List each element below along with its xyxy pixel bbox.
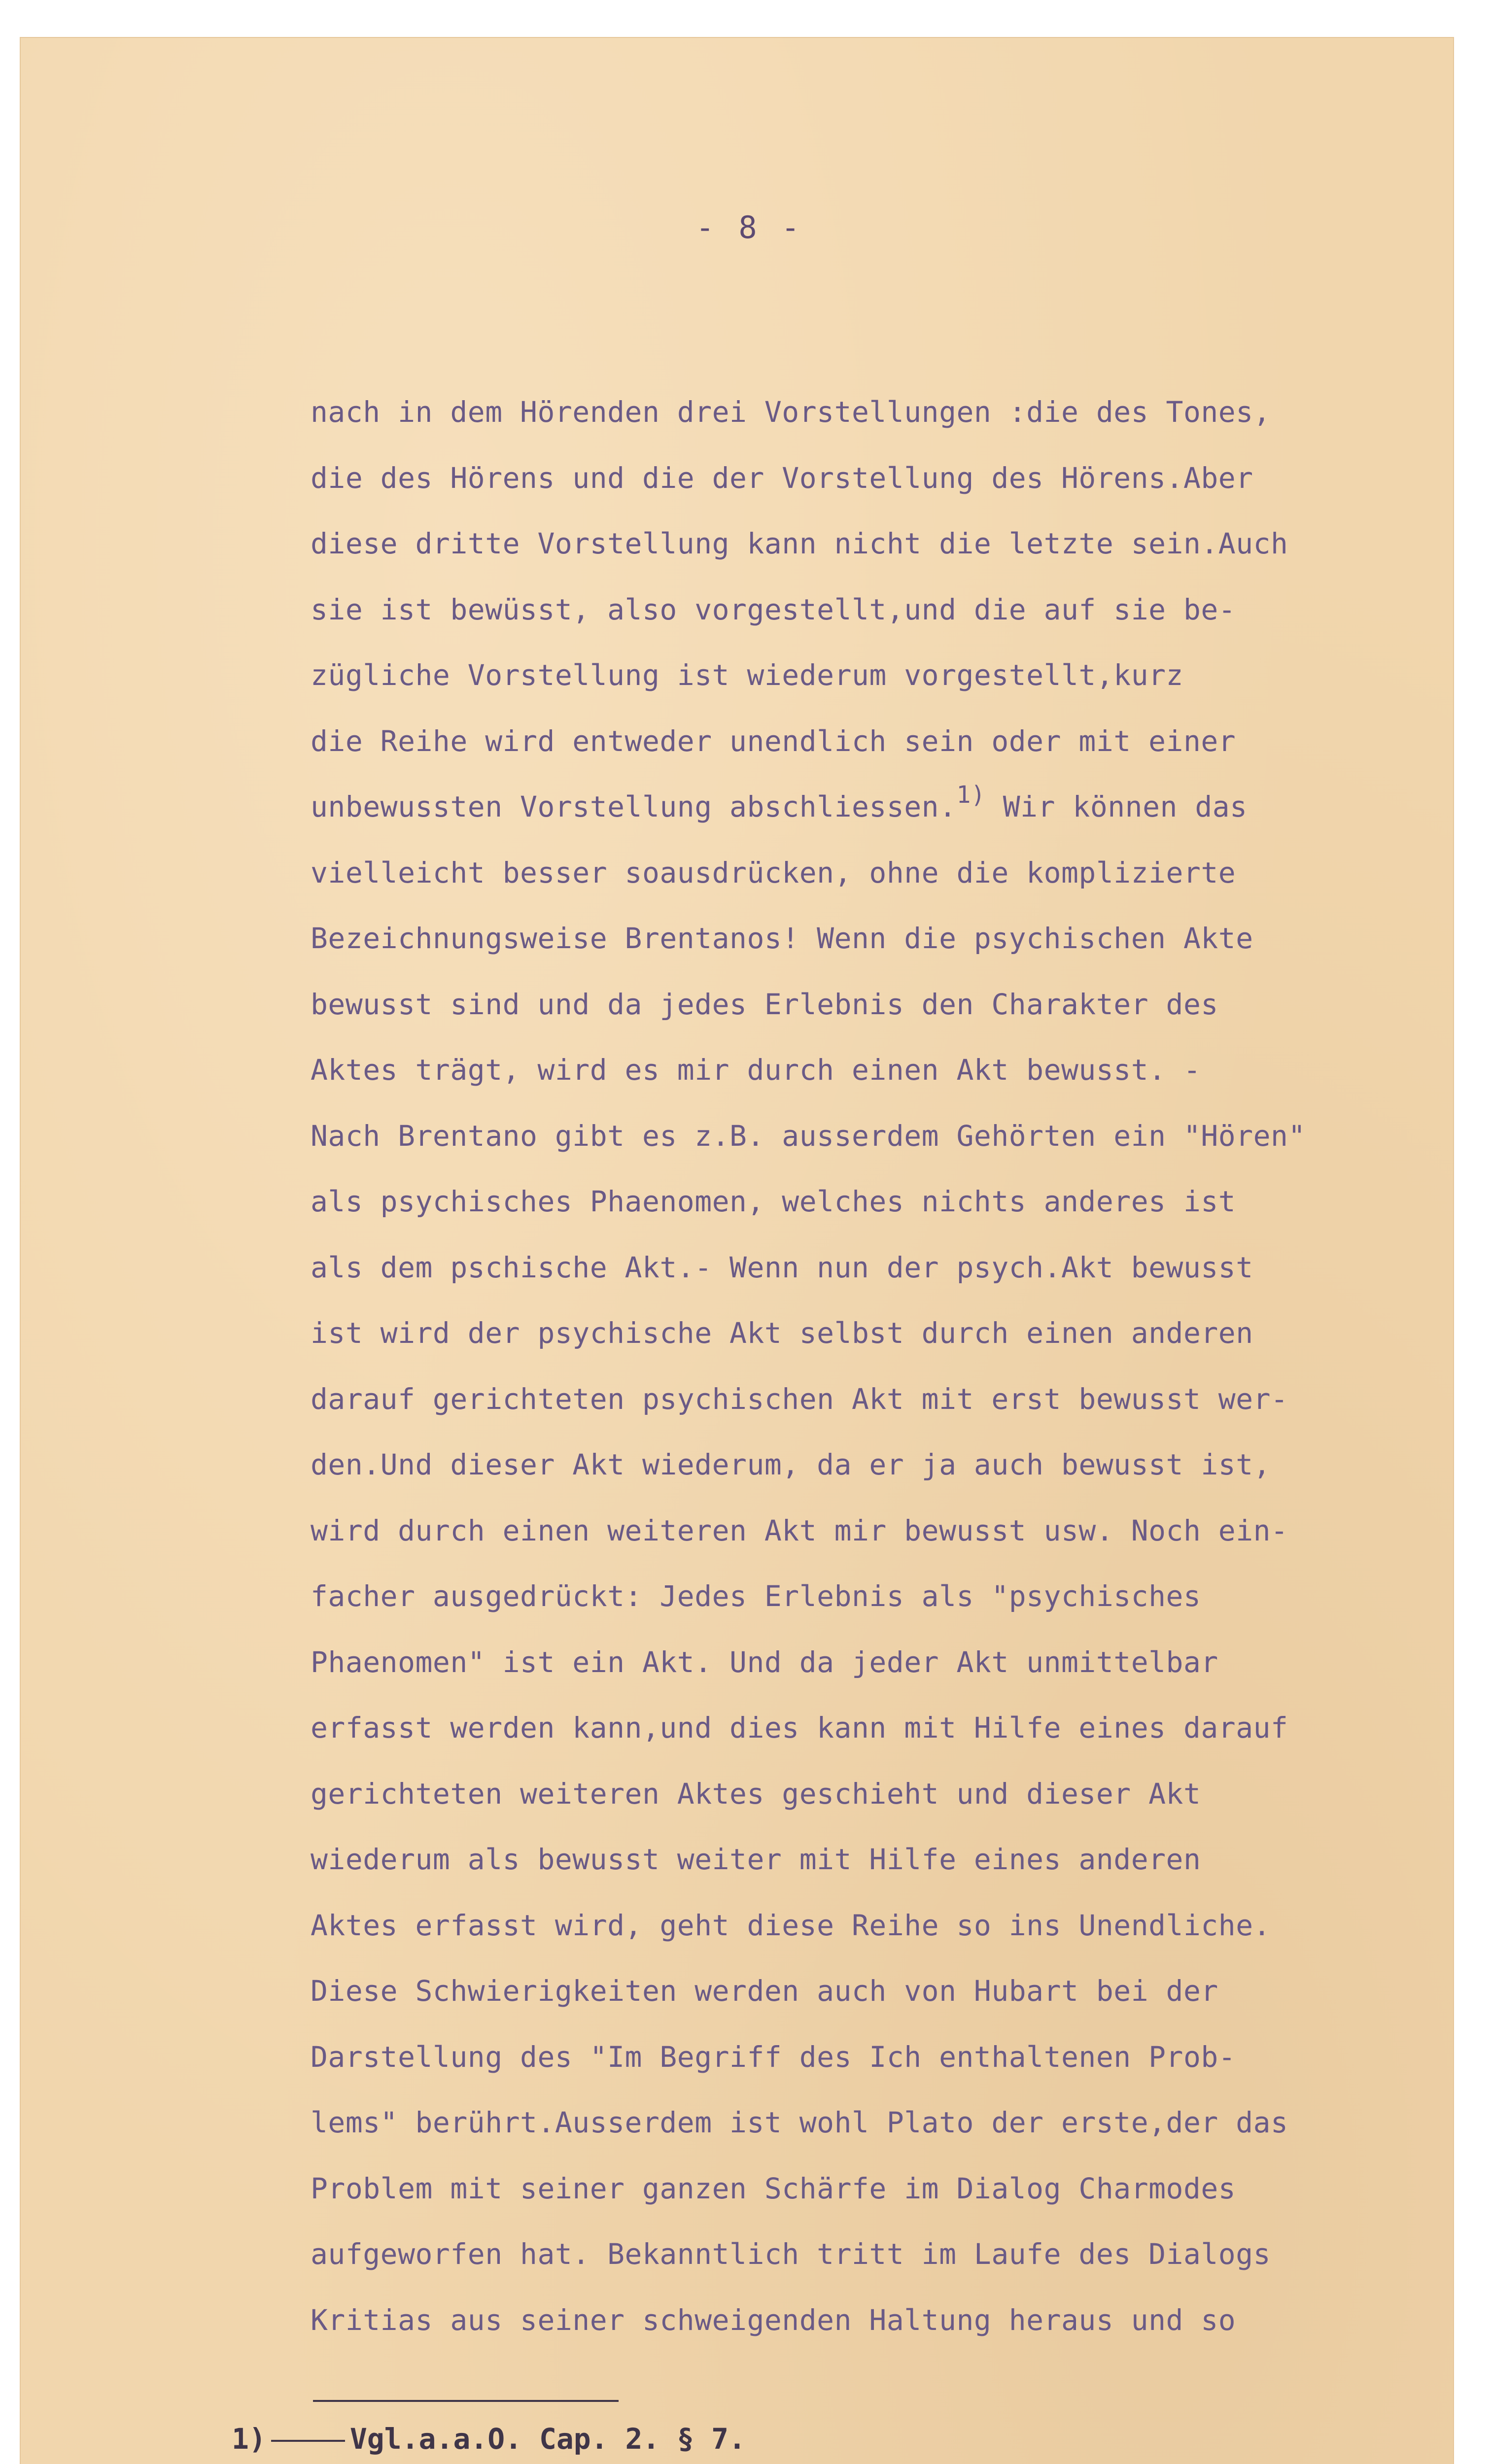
footnote-separator (313, 2400, 619, 2402)
text-line: die Reihe wird entweder unendlich sein oder mit einer (311, 724, 1236, 758)
text-line: darauf gerichteten psychischen Akt mit erst bewusst wer- (311, 1382, 1288, 1416)
text-line: diese dritte Vorstellung kann nicht die letzte sein.Auch (311, 527, 1288, 560)
text-line: bewusst sind und da jedes Erlebnis den Charakter des (311, 987, 1218, 1021)
footnote-label: 1) (232, 2422, 266, 2456)
footnote-text: Vgl.a.a.O. Cap. 2. § 7. (349, 2422, 746, 2456)
text-line: wiederum als bewusst weiter mit Hilfe eines anderen (311, 1843, 1201, 1876)
text-line: die des Hörens und die der Vorstellung des Hörens.Aber (311, 461, 1253, 495)
text-line: vielleicht besser soausdrücken, ohne die komplizierte (311, 856, 1236, 890)
text-line: ist wird der psychische Akt selbst durch einen anderen (311, 1316, 1253, 1350)
footnote-blank-line (271, 2440, 345, 2442)
text-line: Problem mit seiner ganzen Schärfe im Dialog Charmodes (311, 2171, 1236, 2205)
text-line: gerichteten weiteren Aktes geschieht und dieser Akt (311, 1777, 1201, 1811)
body-text (311, 379, 1459, 2353)
text-line: Kritias aus seiner schweigenden Haltung heraus und so (311, 2303, 1236, 2337)
text-line: Diese Schwierigkeiten werden auch von Hubart bei der (311, 1974, 1218, 2008)
text-line: als dem pschische Akt.- Wenn nun der psych.Akt bewusst (311, 1250, 1253, 1284)
text-line: den.Und dieser Akt wiederum, da er ja auch bewusst ist, (311, 1448, 1271, 1481)
text-line: sie ist bewüsst, also vorgestellt,und die auf sie be- (311, 592, 1236, 626)
text-line: nach in dem Hörenden drei Vorstellungen :die des Tones, (311, 395, 1271, 429)
text-line: Darstellung des "Im Begriff des Ich enthaltenen Prob- (311, 2040, 1236, 2074)
text-line: Nach Brentano gibt es z.B. ausserdem Gehörten ein "Hören" (311, 1119, 1306, 1153)
text-line: als psychisches Phaenomen, welches nichts anderes ist (311, 1185, 1236, 1218)
text-line: lems" berührt.Ausserdem ist wohl Plato der erste,der das (311, 2106, 1288, 2139)
text-line: unbewussten Vorstellung abschliessen.$^{1)}$ Wir können das (311, 781, 1248, 823)
page-number: - 8 - (695, 209, 803, 245)
text-line: aufgeworfen hat. Bekanntlich tritt im Laufe des Dialogs (311, 2237, 1271, 2271)
text-line: zügliche Vorstellung ist wiederum vorgestellt,kurz (311, 658, 1183, 692)
text-line: Aktes erfasst wird, geht diese Reihe so ins Unendliche. (311, 1908, 1271, 1942)
text-line: wird durch einen weiteren Akt mir bewusst usw. Noch ein- (311, 1513, 1288, 1547)
text-line: facher ausgedrückt: Jedes Erlebnis als "psychisches (311, 1579, 1201, 1613)
text-line: erfasst werden kann,und dies kann mit Hilfe eines darauf (311, 1711, 1288, 1745)
text-line: Bezeichnungsweise Brentanos! Wenn die psychischen Akte (311, 922, 1253, 955)
text-line: Phaenomen" ist ein Akt. Und da jeder Akt unmittelbar (311, 1645, 1218, 1679)
text-line: Aktes trägt, wird es mir durch einen Akt bewusst. - (311, 1053, 1201, 1087)
footnote (232, 2422, 746, 2456)
footnote-marker: 1) (956, 781, 986, 809)
